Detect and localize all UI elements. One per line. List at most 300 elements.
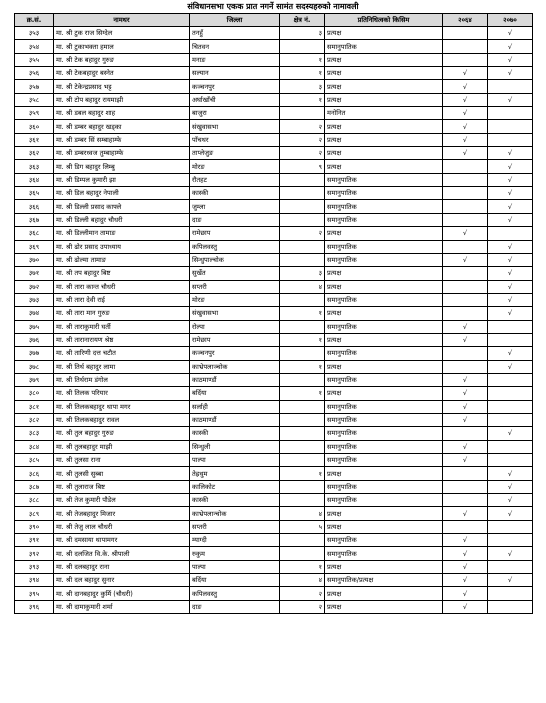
table-row [15, 427, 533, 440]
representation-cell: समानुपातिक [325, 534, 443, 547]
serial-cell: ३७१ [15, 267, 54, 280]
constituency-cell [280, 440, 325, 453]
constituency-cell: ४ [280, 280, 325, 293]
year-2064-cell [443, 347, 488, 360]
district-cell: तेह्रथुम [190, 467, 280, 480]
district-cell: दाङ [190, 213, 280, 226]
serial-cell: ३९३ [15, 560, 54, 573]
year-2070-cell [488, 333, 533, 346]
year-2064-cell: √ [443, 440, 488, 453]
name-cell: मा. श्री तेज कुमारी पौडेल [54, 494, 190, 507]
representation-cell: प्रत्यक्ष [325, 160, 443, 173]
year-2064-cell: √ [443, 333, 488, 346]
name-cell: मा. श्री डबल बहादुर शाह [54, 107, 190, 120]
year-2064-cell [443, 173, 488, 186]
year-2064-cell [443, 240, 488, 253]
district-cell: सिन्धुली [190, 440, 280, 453]
name-cell: मा. श्री तारा कान्त चौधरी [54, 280, 190, 293]
table-row [15, 253, 533, 266]
name-cell: मा. श्री तेजबहादुर मिजार [54, 507, 190, 520]
representation-cell: समानुपातिक [325, 320, 443, 333]
table-row [15, 467, 533, 480]
representation-cell: प्रत्यक्ष [325, 520, 443, 533]
representation-cell: प्रत्यक्ष [325, 560, 443, 573]
name-cell: मा. श्री दल बहादुर सुनार [54, 574, 190, 587]
year-2070-cell: √ [488, 427, 533, 440]
constituency-cell [280, 373, 325, 386]
year-2070-cell: √ [488, 200, 533, 213]
name-cell: मा. श्री तारिणी दत्त चटौत [54, 347, 190, 360]
table-row [15, 360, 533, 373]
district-cell: अर्घाखाँची [190, 93, 280, 106]
table-row [15, 400, 533, 413]
district-cell: काभ्रेपलाञ्चोक [190, 360, 280, 373]
district-cell: कञ्चनपुर [190, 347, 280, 360]
year-2070-cell [488, 600, 533, 613]
serial-cell: ३८० [15, 387, 54, 400]
representation-cell: समानुपातिक [325, 427, 443, 440]
table-row [15, 280, 533, 293]
name-cell: मा. श्री दामाकुमारी शर्मा [54, 600, 190, 613]
year-2070-cell: √ [488, 347, 533, 360]
header-serial: क्र.सं. [15, 14, 54, 27]
constituency-cell: १ [280, 467, 325, 480]
serial-cell: ३५८ [15, 93, 54, 106]
district-cell: कञ्चनपुर [190, 80, 280, 93]
name-cell: मा. श्री तिर्थ बहादुर लामा [54, 360, 190, 373]
district-cell: बाजुरा [190, 107, 280, 120]
table-row [15, 480, 533, 493]
name-cell: मा. श्री टुक राज सिग्देल [54, 27, 190, 40]
district-cell: कास्की [190, 494, 280, 507]
year-2070-cell [488, 587, 533, 600]
table-row [15, 133, 533, 146]
header-district: जिल्ला [190, 14, 280, 27]
year-2064-cell: √ [443, 574, 488, 587]
district-cell: मनाङ [190, 53, 280, 66]
year-2064-cell [443, 53, 488, 66]
table-row [15, 160, 533, 173]
constituency-cell [280, 200, 325, 213]
year-2070-cell: √ [488, 547, 533, 560]
representation-cell: प्रत्यक्ष [325, 120, 443, 133]
serial-cell: ३६५ [15, 187, 54, 200]
constituency-cell [280, 347, 325, 360]
year-2070-cell: √ [488, 67, 533, 80]
table-row [15, 547, 533, 560]
constituency-cell: २ [280, 227, 325, 240]
serial-cell: ३७७ [15, 347, 54, 360]
members-table [14, 13, 533, 614]
district-cell: रौतहट [190, 173, 280, 186]
representation-cell: प्रत्यक्ष [325, 27, 443, 40]
table-row [15, 587, 533, 600]
year-2070-cell [488, 387, 533, 400]
year-2064-cell [443, 187, 488, 200]
year-2070-cell [488, 133, 533, 146]
year-2070-cell: √ [488, 280, 533, 293]
name-cell: मा. श्री दलबहादुर राना [54, 560, 190, 573]
serial-cell: ३८५ [15, 454, 54, 467]
name-cell: मा. श्री तारानारायण श्रेष्ठ [54, 333, 190, 346]
header-row [15, 14, 533, 27]
year-2064-cell [443, 200, 488, 213]
table-row [15, 227, 533, 240]
serial-cell: ३९१ [15, 534, 54, 547]
representation-cell: प्रत्यक्ष [325, 507, 443, 520]
year-2070-cell: √ [488, 53, 533, 66]
year-2064-cell: √ [443, 80, 488, 93]
table-row [15, 534, 533, 547]
table-row [15, 240, 533, 253]
year-2070-cell [488, 320, 533, 333]
year-2064-cell: √ [443, 454, 488, 467]
representation-cell: समानुपातिक [325, 494, 443, 507]
name-cell: मा. श्री डिल्ली प्रसाद काफ्ले [54, 200, 190, 213]
constituency-cell: १ [280, 360, 325, 373]
serial-cell: ३८१ [15, 400, 54, 413]
year-2070-cell [488, 560, 533, 573]
serial-cell: ३९० [15, 520, 54, 533]
constituency-cell [280, 480, 325, 493]
name-cell: मा. श्री तुल बहादुर गुरुङ [54, 427, 190, 440]
table-row [15, 293, 533, 306]
representation-cell: प्रत्यक्ष [325, 267, 443, 280]
district-cell: मोरङ [190, 160, 280, 173]
name-cell: मा. श्री तुलसा राना [54, 454, 190, 467]
serial-cell: ३६० [15, 120, 54, 133]
representation-cell: प्रत्यक्ष [325, 280, 443, 293]
name-cell: मा. श्री डिल्लीमान तामाङ [54, 227, 190, 240]
year-2064-cell: √ [443, 507, 488, 520]
serial-cell: ३६८ [15, 227, 54, 240]
name-cell: मा. श्री ताराकुमारी घर्ती [54, 320, 190, 333]
year-2064-cell [443, 267, 488, 280]
serial-cell: ३५९ [15, 107, 54, 120]
serial-cell: ३७० [15, 253, 54, 266]
district-cell: चितवन [190, 40, 280, 53]
table-row [15, 200, 533, 213]
year-2070-cell: √ [488, 507, 533, 520]
district-cell: काठमाण्डौं [190, 413, 280, 426]
year-2070-cell: √ [488, 240, 533, 253]
year-2064-cell: √ [443, 147, 488, 160]
representation-cell: प्रत्यक्ष [325, 387, 443, 400]
year-2070-cell [488, 520, 533, 533]
constituency-cell: ४ [280, 507, 325, 520]
year-2064-cell: √ [443, 413, 488, 426]
district-cell: पाँचथर [190, 133, 280, 146]
name-cell: मा. श्री टेकबहादुर बस्नेत [54, 67, 190, 80]
year-2070-cell: √ [488, 27, 533, 40]
serial-cell: ३८२ [15, 413, 54, 426]
year-2070-cell [488, 534, 533, 547]
year-2070-cell: √ [488, 574, 533, 587]
constituency-cell [280, 173, 325, 186]
representation-cell: समानुपातिक [325, 187, 443, 200]
representation-cell: समानुपातिक [325, 40, 443, 53]
constituency-cell [280, 107, 325, 120]
district-cell: सर्लाही [190, 400, 280, 413]
serial-cell: ३७६ [15, 333, 54, 346]
page-title: संविधानसभा एकक प्रात नगर्ने सामंत सदस्यहरुको नामावली [187, 2, 359, 11]
table-row [15, 80, 533, 93]
table-row [15, 600, 533, 613]
year-2064-cell: √ [443, 373, 488, 386]
constituency-cell: २ [280, 120, 325, 133]
district-cell: मोरङ [190, 293, 280, 306]
serial-cell: ३७२ [15, 280, 54, 293]
year-2064-cell: √ [443, 387, 488, 400]
year-2070-cell: √ [488, 480, 533, 493]
year-2064-cell: √ [443, 600, 488, 613]
representation-cell: प्रत्यक्ष [325, 600, 443, 613]
district-cell: रामेछाप [190, 333, 280, 346]
serial-cell: ३८३ [15, 427, 54, 440]
name-cell: मा. श्री डिल बहादुर नेपाली [54, 187, 190, 200]
constituency-cell: ३ [280, 80, 325, 93]
representation-cell: प्रत्यक्ष [325, 53, 443, 66]
constituency-cell: १ [280, 387, 325, 400]
constituency-cell: १ [280, 333, 325, 346]
year-2064-cell [443, 467, 488, 480]
year-2070-cell: √ [488, 494, 533, 507]
table-row [15, 560, 533, 573]
serial-cell: ३६२ [15, 147, 54, 160]
district-cell: सप्तरी [190, 520, 280, 533]
representation-cell: प्रत्यक्ष [325, 467, 443, 480]
representation-cell: प्रत्यक्ष [325, 80, 443, 93]
serial-cell: ३५५ [15, 53, 54, 66]
constituency-cell [280, 40, 325, 53]
table-row [15, 507, 533, 520]
year-2064-cell [443, 160, 488, 173]
representation-cell: समानुपातिक [325, 240, 443, 253]
year-2064-cell [443, 27, 488, 40]
representation-cell: समानुपातिक [325, 347, 443, 360]
name-cell: मा. श्री टेकेन्द्रप्रसाद भट्ट [54, 80, 190, 93]
serial-cell: ३६९ [15, 240, 54, 253]
table-row [15, 333, 533, 346]
constituency-cell: ३ [280, 27, 325, 40]
table-row [15, 267, 533, 280]
year-2070-cell [488, 120, 533, 133]
year-2064-cell: √ [443, 547, 488, 560]
district-cell: संखुवासभा [190, 120, 280, 133]
year-2064-cell: √ [443, 587, 488, 600]
table-row [15, 173, 533, 186]
table-row [15, 347, 533, 360]
name-cell: मा. श्री टुकाभक्ता हमाल [54, 40, 190, 53]
constituency-cell [280, 547, 325, 560]
header-representation: प्रतिनिधित्वको किसिम [325, 14, 443, 27]
serial-cell: ३८७ [15, 480, 54, 493]
table-row [15, 373, 533, 386]
district-cell: कास्की [190, 187, 280, 200]
serial-cell: ३६७ [15, 213, 54, 226]
header-year-2064: २०६४ [443, 14, 488, 27]
serial-cell: ३५३ [15, 27, 54, 40]
district-cell: रोल्पा [190, 320, 280, 333]
representation-cell: समानुपातिक [325, 440, 443, 453]
table-row [15, 93, 533, 106]
serial-cell: ३७८ [15, 360, 54, 373]
table-row [15, 494, 533, 507]
year-2064-cell [443, 520, 488, 533]
constituency-cell: ४ [280, 574, 325, 587]
representation-cell: समानुपातिक [325, 454, 443, 467]
year-2070-cell: √ [488, 293, 533, 306]
representation-cell: समानुपातिक [325, 173, 443, 186]
constituency-cell: ५ [280, 520, 325, 533]
representation-cell: प्रत्यक्ष [325, 93, 443, 106]
representation-cell: प्रत्यक्ष [325, 360, 443, 373]
year-2070-cell [488, 440, 533, 453]
table-row [15, 387, 533, 400]
table-row [15, 147, 533, 160]
district-cell: कास्की [190, 427, 280, 440]
year-2064-cell: √ [443, 560, 488, 573]
constituency-cell [280, 454, 325, 467]
year-2070-cell [488, 400, 533, 413]
serial-cell: ३५७ [15, 80, 54, 93]
year-2064-cell: √ [443, 253, 488, 266]
name-cell: मा. श्री तेजु लाल चौधरी [54, 520, 190, 533]
serial-cell: ३८९ [15, 507, 54, 520]
year-2070-cell: √ [488, 267, 533, 280]
serial-cell: ३७५ [15, 320, 54, 333]
representation-cell: समानुपातिक [325, 547, 443, 560]
constituency-cell: १ [280, 67, 325, 80]
representation-cell: समानुपातिक [325, 400, 443, 413]
serial-cell: ३९२ [15, 547, 54, 560]
year-2070-cell: √ [488, 160, 533, 173]
header-year-2070: २०७० [488, 14, 533, 27]
name-cell: मा. श्री डम्बर सिं सम्बाहाम्फे [54, 133, 190, 146]
name-cell: मा. श्री दमसाया थापामगर [54, 534, 190, 547]
district-cell: सुर्खेत [190, 267, 280, 280]
table-row [15, 213, 533, 226]
district-cell: जुम्ला [190, 200, 280, 213]
year-2064-cell [443, 40, 488, 53]
district-cell: सल्यान [190, 67, 280, 80]
representation-cell: प्रत्यक्ष [325, 67, 443, 80]
year-2064-cell: √ [443, 400, 488, 413]
constituency-cell: २ [280, 147, 325, 160]
table-row [15, 574, 533, 587]
constituency-cell: २ [280, 133, 325, 146]
name-cell: मा. श्री टेक बहादुर गुरुङ [54, 53, 190, 66]
year-2064-cell [443, 307, 488, 320]
constituency-cell [280, 400, 325, 413]
name-cell: मा. श्री टोप बहादुर रायमाझी [54, 93, 190, 106]
constituency-cell: २ [280, 600, 325, 613]
district-cell: ताप्लेजुङ [190, 147, 280, 160]
name-cell: मा. श्री तुलाराज बिष्ट [54, 480, 190, 493]
year-2064-cell: √ [443, 120, 488, 133]
year-2064-cell: √ [443, 133, 488, 146]
year-2064-cell: √ [443, 67, 488, 80]
year-2070-cell: √ [488, 213, 533, 226]
representation-cell: समानुपातिक [325, 293, 443, 306]
name-cell: मा. श्री डिग बहादुर लिम्बु [54, 160, 190, 173]
district-cell: म्याग्दी [190, 534, 280, 547]
year-2070-cell [488, 227, 533, 240]
constituency-cell: ९ [280, 160, 325, 173]
district-cell: कपिलवस्तु [190, 587, 280, 600]
serial-cell: ३६१ [15, 133, 54, 146]
table-row [15, 307, 533, 320]
district-cell: दाङ [190, 600, 280, 613]
table-row [15, 413, 533, 426]
serial-cell: ३७३ [15, 293, 54, 306]
constituency-cell [280, 427, 325, 440]
name-cell: मा. श्री डम्बरध्वज तुम्बाहाम्फे [54, 147, 190, 160]
table-body [15, 27, 533, 614]
year-2070-cell: √ [488, 147, 533, 160]
district-cell: रुकुम [190, 547, 280, 560]
constituency-cell [280, 253, 325, 266]
name-cell: मा. श्री तुलबहादुर माझी [54, 440, 190, 453]
table-row [15, 67, 533, 80]
district-cell: काभ्रेपलान्चोक [190, 507, 280, 520]
year-2064-cell [443, 494, 488, 507]
constituency-cell [280, 413, 325, 426]
year-2064-cell [443, 280, 488, 293]
name-cell: मा. श्री ढोल्मा तामाङ [54, 253, 190, 266]
year-2070-cell [488, 373, 533, 386]
district-cell: संखुवासभा [190, 307, 280, 320]
constituency-cell: १ [280, 560, 325, 573]
district-cell: पाल्पा [190, 560, 280, 573]
table-row [15, 27, 533, 40]
year-2064-cell [443, 480, 488, 493]
name-cell: मा. श्री तुलसी सुब्बा [54, 467, 190, 480]
representation-cell: प्रत्यक्ष [325, 227, 443, 240]
year-2070-cell: √ [488, 307, 533, 320]
year-2070-cell: √ [488, 360, 533, 373]
table-row [15, 440, 533, 453]
year-2064-cell: √ [443, 93, 488, 106]
year-2070-cell [488, 80, 533, 93]
district-cell: बर्दिया [190, 387, 280, 400]
representation-cell: मनोनित [325, 107, 443, 120]
name-cell: मा. श्री दलजित वि.के. श्रीपाली [54, 547, 190, 560]
district-cell: रामेछाप [190, 227, 280, 240]
constituency-cell [280, 187, 325, 200]
year-2070-cell: √ [488, 253, 533, 266]
district-cell: बर्दिया [190, 574, 280, 587]
year-2064-cell [443, 427, 488, 440]
header-name: नामथर [54, 14, 190, 27]
serial-cell: ३७९ [15, 373, 54, 386]
year-2070-cell: √ [488, 93, 533, 106]
representation-cell: प्रत्यक्ष [325, 133, 443, 146]
representation-cell: समानुपातिक/प्रत्यक्ष [325, 574, 443, 587]
district-cell: कपिलवस्तु [190, 240, 280, 253]
constituency-cell [280, 320, 325, 333]
constituency-cell [280, 293, 325, 306]
table-row [15, 40, 533, 53]
name-cell: मा. श्री दानबहादुर कुर्मि (चौधरी) [54, 587, 190, 600]
serial-cell: ३८८ [15, 494, 54, 507]
serial-cell: ३७४ [15, 307, 54, 320]
representation-cell: प्रत्यक्ष [325, 147, 443, 160]
name-cell: मा. श्री ढोर प्रसाद उपाध्याय [54, 240, 190, 253]
serial-cell: ३६३ [15, 160, 54, 173]
serial-cell: ३६४ [15, 173, 54, 186]
constituency-cell [280, 534, 325, 547]
